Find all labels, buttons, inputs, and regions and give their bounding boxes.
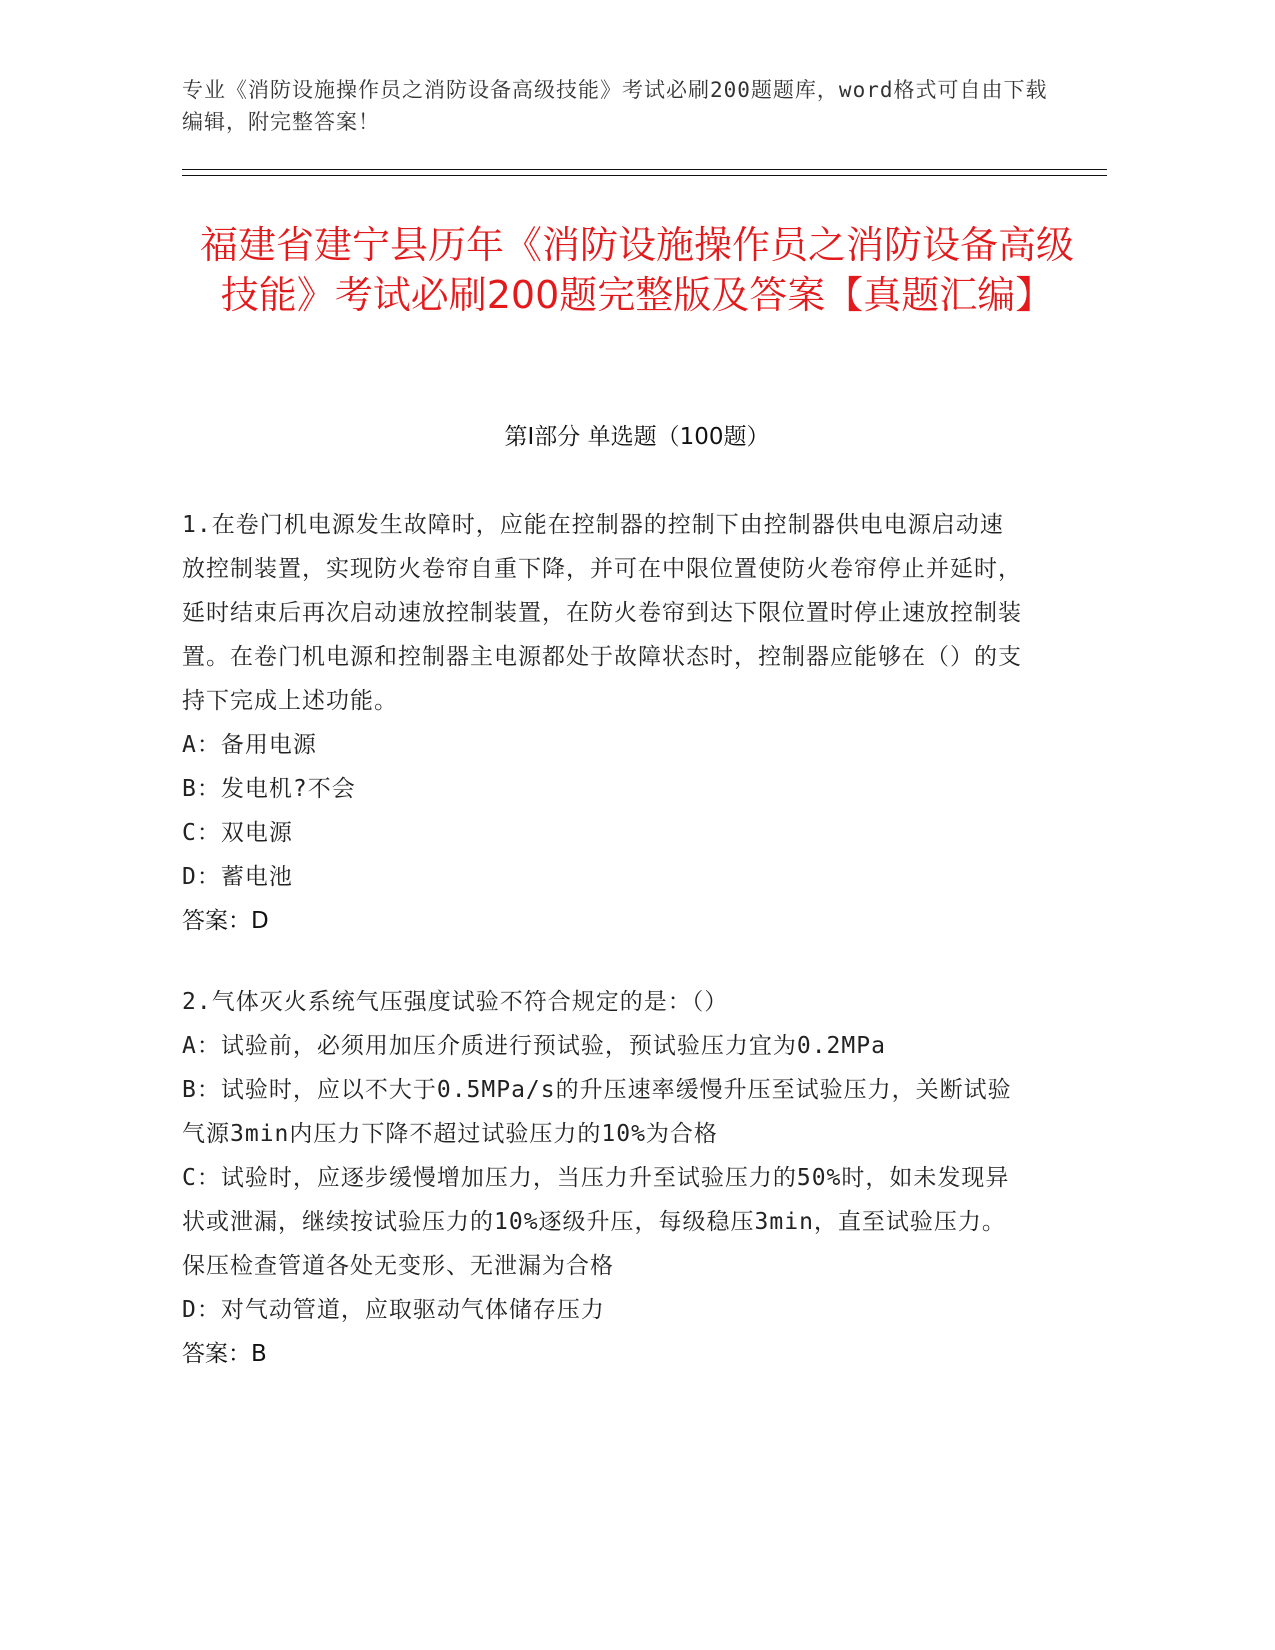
question-2 [182, 980, 1022, 1376]
question-1 [182, 503, 1022, 943]
answer-text: 答案：D [182, 908, 269, 934]
header-divider-bottom [182, 175, 1107, 176]
document-title: 福建省建宁县历年《消防设施操作员之消防设备高级技能》考试必刷200题完整版及答案【真题汇编】 [199, 223, 1074, 317]
option-c: C：试验时，应逐步缓慢增加压力，当压力升至试验压力的50%时，如未发现异状或泄漏，继续按试验压力的10%逐级升压，每级稳压3min，直至试验压力。保压检查管道各处无变形、无泄漏为合格 [182, 1165, 1010, 1279]
section-title: 第Ⅰ部分 单选题（100题） [504, 424, 770, 450]
question-stem: 2.气体灭火系统气压强度试验不符合规定的是：（） [182, 989, 729, 1015]
option-b: B：试验时，应以不大于0.5MPa/s的升压速率缓慢升压至试验压力，关断试验气源3min内压力下降不超过试验压力的10%为合格 [182, 1077, 1012, 1147]
answer-text: 答案：B [182, 1341, 267, 1367]
header-note: 专业《消防设施操作员之消防设备高级技能》考试必刷200题题库，word格式可自由下载编辑，附完整答案！ [182, 78, 1048, 134]
option-a: A：备用电源 [182, 732, 317, 758]
question-stem: 1.在卷门机电源发生故障时，应能在控制器的控制下由控制器供电电源启动速放控制装置，实现防火卷帘自重下降，并可在中限位置使防火卷帘停止并延时，延时结束后再次启动速放控制装置，在防火卷帘到达下限位置时停止速放控制装置。在卷门机电源和控制器主电源都处于故障状态时，控制器应能够在（）的支持下完成上述功能。 [182, 512, 1022, 714]
option-d: D：对气动管道，应取驱动气体储存压力 [182, 1297, 605, 1323]
option-a: A：试验前，必须用加压介质进行预试验，预试验压力宜为0.2MPa [182, 1033, 886, 1059]
option-c: C：双电源 [182, 820, 293, 846]
header-divider-top [182, 169, 1107, 170]
option-b: B：发电机?不会 [182, 776, 356, 802]
option-d: D：蓄电池 [182, 864, 293, 890]
